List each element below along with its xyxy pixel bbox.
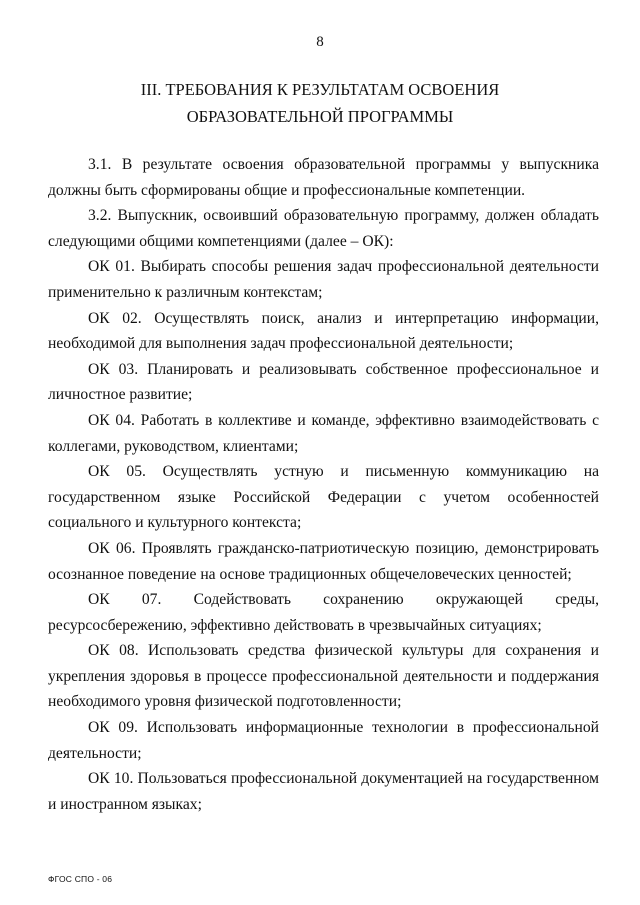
competency-ok-02: ОК 02. Осуществлять поиск, анализ и интерпретацию информации, необходимой для выполнения задач профессиональной деятельности; xyxy=(48,309,599,353)
competency-ok-09: ОК 09. Использовать информационные технологии в профессиональной деятельности; xyxy=(48,719,599,762)
page-footer: ФГОС СПО - 06 xyxy=(48,874,113,884)
page-number: 8 xyxy=(316,34,324,50)
competency-ok-03: ОК 03. Планировать и реализовывать собственное профессиональное и личностное развитие; xyxy=(48,360,599,404)
competency-ok-01: ОК 01. Выбирать способы решения задач профессиональной деятельности применительно к различным контекстам; xyxy=(48,258,599,301)
section-heading xyxy=(48,76,592,130)
competency-ok-05: ОК 05. Осуществлять устную и письменную коммуникацию на государственном языке Российской Федерации с учетом особенностей социального и культурного контекста; xyxy=(48,463,599,532)
competency-ok-06: ОК 06. Проявлять гражданско-патриотическую позицию, демонстрировать осознанное поведение на основе традиционных общечеловеческих ценностей; xyxy=(48,539,599,583)
competency-ok-07: ОК 07. Содействовать сохранению окружающей среды, ресурсосбережению, эффективно действовать в чрезвычайных ситуациях; xyxy=(48,591,599,634)
paragraph-3-1: 3.1. В результате освоения образовательной программы у выпускника должны быть сформированы общие и профессиональные компетенции. xyxy=(48,156,599,199)
document-body xyxy=(48,152,599,817)
paragraph-3-2: 3.2. Выпускник, освоивший образовательную программу, должен обладать следующими общими компетенциями (далее – ОК): xyxy=(48,207,599,250)
competency-ok-10: ОК 10. Пользоваться профессиональной документацией на государственном и иностранном языках; xyxy=(48,770,599,813)
section-heading-line-1: III. ТРЕБОВАНИЯ К РЕЗУЛЬТАТАМ ОСВОЕНИЯ xyxy=(140,80,500,99)
competency-ok-04: ОК 04. Работать в коллективе и команде, эффективно взаимодействовать с коллегами, руководством, клиентами; xyxy=(48,411,599,455)
section-heading-line-2: ОБРАЗОВАТЕЛЬНОЙ ПРОГРАММЫ xyxy=(186,107,454,126)
competency-ok-08: ОК 08. Использовать средства физической культуры для сохранения и укрепления здоровья в процессе профессиональной деятельности и поддержания необходимого уровня физической подготовленности; xyxy=(48,642,599,711)
